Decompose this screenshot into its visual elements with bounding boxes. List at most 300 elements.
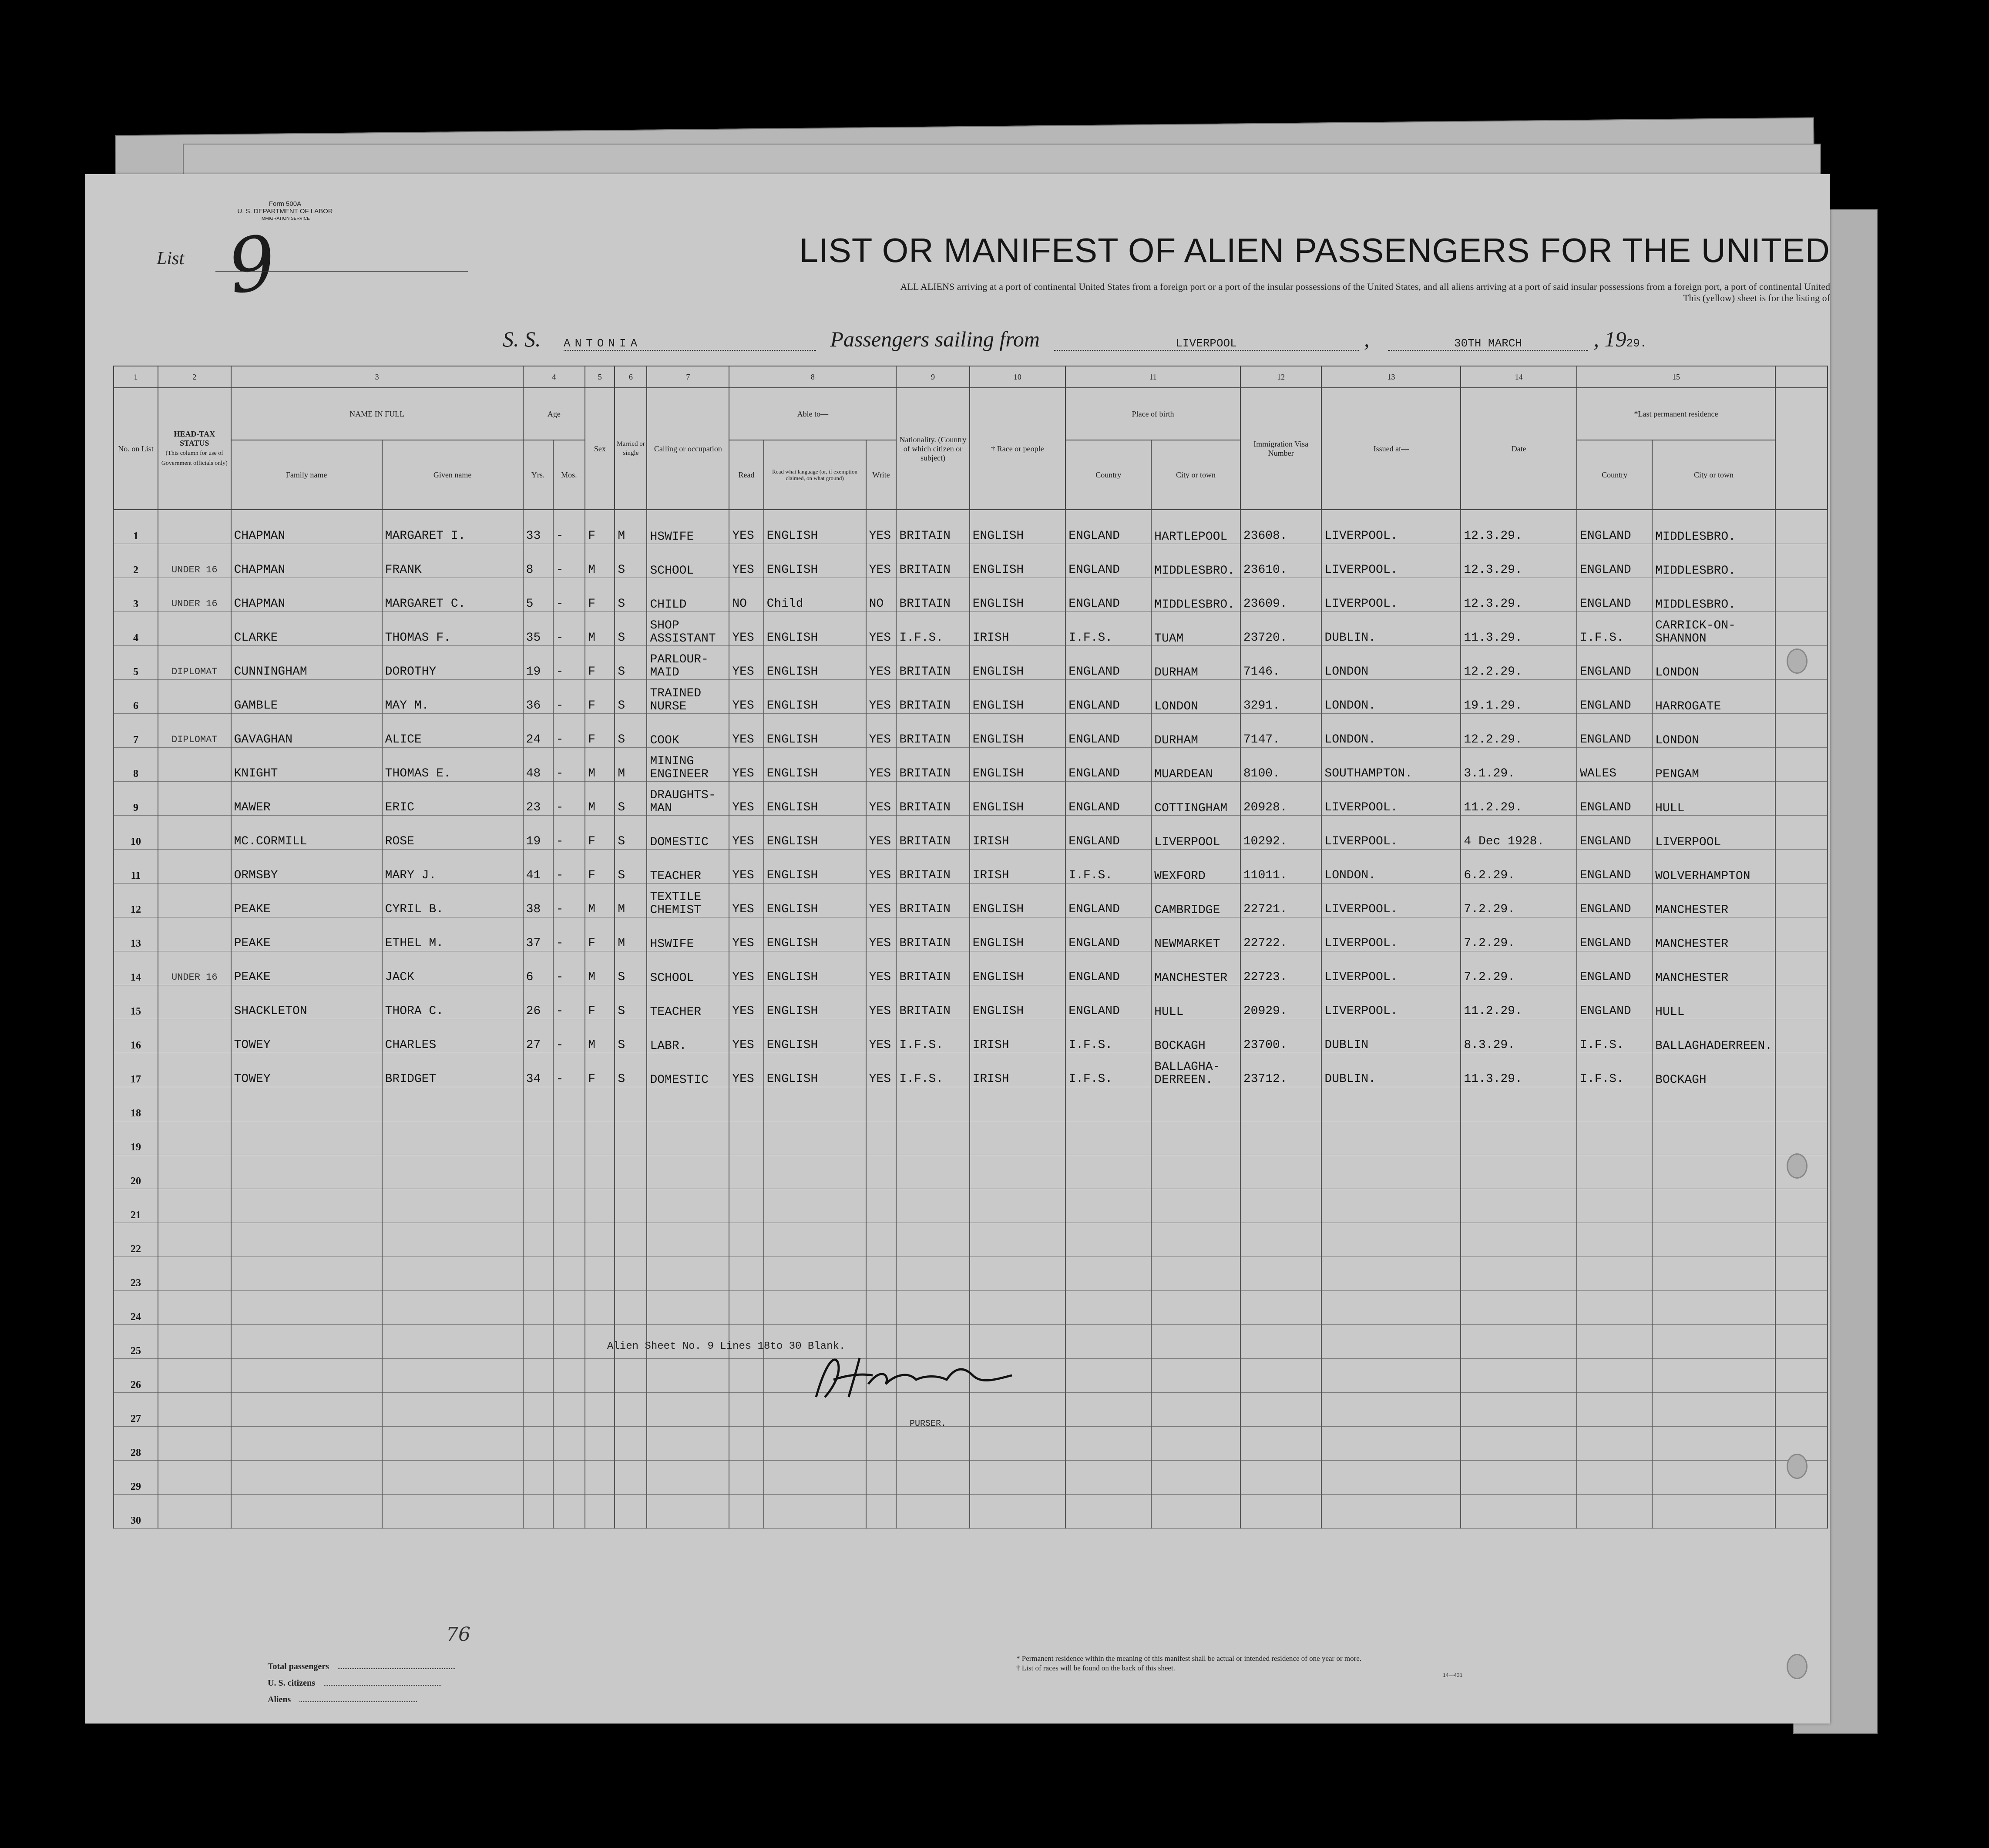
cell-ms: M — [615, 917, 647, 951]
cell-mos: - — [553, 680, 585, 714]
cell-empty — [896, 1087, 969, 1121]
cell-lang: ENGLISH — [764, 510, 866, 544]
colnum-1: 1 — [114, 366, 158, 388]
cell-empty — [382, 1495, 523, 1529]
cell-mos: - — [553, 951, 585, 985]
cell-mos: - — [553, 612, 585, 646]
cell-mos: - — [553, 1053, 585, 1087]
cell-read: YES — [729, 1053, 763, 1087]
cell-empty — [1775, 1393, 1828, 1427]
cell-empty — [1321, 1393, 1461, 1427]
cell-empty — [1577, 1223, 1652, 1257]
cell-empty — [1321, 1359, 1461, 1393]
cell-family: PEAKE — [231, 917, 382, 951]
cell-vdate: 6.2.29. — [1461, 850, 1577, 884]
cell-no: 20 — [114, 1155, 158, 1189]
cell-empty — [231, 1359, 382, 1393]
cell-rcountry: I.F.S. — [1577, 1053, 1652, 1087]
cell-mos: - — [553, 884, 585, 917]
cell-given: MARGARET C. — [382, 578, 523, 612]
table-row — [114, 612, 1828, 646]
cell-mos: - — [553, 714, 585, 748]
cell-bcountry: ENGLAND — [1065, 985, 1151, 1019]
cell-empty — [970, 1223, 1066, 1257]
cell-occ: SCHOOL — [647, 951, 729, 985]
cell-family: CHAPMAN — [231, 544, 382, 578]
cell-race: ENGLISH — [970, 510, 1066, 544]
cell-read: YES — [729, 782, 763, 816]
department-name: U. S. DEPARTMENT OF LABOR — [237, 208, 333, 215]
cell-empty — [1461, 1393, 1577, 1427]
cell-issued: LIVERPOOL. — [1321, 917, 1461, 951]
cell-empty — [647, 1155, 729, 1189]
cell-vdate: 11.2.29. — [1461, 985, 1577, 1019]
cell-empty — [764, 1223, 866, 1257]
table-row — [114, 951, 1828, 985]
cell-empty — [896, 1461, 969, 1495]
cell-empty — [382, 1427, 523, 1461]
cell-no: 2 — [114, 544, 158, 578]
colnum-5: 5 — [585, 366, 615, 388]
table-row — [114, 1019, 1828, 1053]
table-row — [114, 850, 1828, 884]
cell-empty — [585, 1359, 615, 1393]
cell-empty — [764, 1087, 866, 1121]
cell-occ: CHILD — [647, 578, 729, 612]
cell-vdate: 3.1.29. — [1461, 748, 1577, 782]
cell-read: YES — [729, 1019, 763, 1053]
list-underline — [215, 271, 468, 272]
cell-rcity: LIVERPOOL — [1652, 816, 1775, 850]
cell-empty — [647, 1291, 729, 1325]
manifest-sheet — [85, 174, 1830, 1724]
table-row — [114, 578, 1828, 612]
cell-empty — [1652, 1393, 1775, 1427]
cell-no: 4 — [114, 612, 158, 646]
cell-visa: 23610. — [1240, 544, 1322, 578]
cell-empty — [1577, 1325, 1652, 1359]
cell-blank — [1775, 544, 1828, 578]
cell-blank — [1775, 714, 1828, 748]
service-name: IMMIGRATION SERVICE — [260, 216, 310, 221]
cell-vdate: 7.2.29. — [1461, 884, 1577, 917]
cell-empty — [553, 1393, 585, 1427]
subtitle-line-1: ALL ALIENS arriving at a port of continental United States from a foreign port or a port of the insular possessions of the United States, and all aliens arriving at a port of said insular possessions from a foreign port, a port of continental United — [900, 281, 1830, 292]
cell-race: ENGLISH — [970, 714, 1066, 748]
cell-empty — [729, 1359, 763, 1393]
cell-mos: - — [553, 850, 585, 884]
cell-no: 14 — [114, 951, 158, 985]
cell-race: IRISH — [970, 1019, 1066, 1053]
manifest-table-wrap — [113, 366, 1828, 1606]
cell-write: YES — [866, 646, 897, 680]
cell-empty — [1321, 1189, 1461, 1223]
cell-write: YES — [866, 1053, 897, 1087]
cell-issued: LIVERPOOL. — [1321, 782, 1461, 816]
cell-race: IRISH — [970, 612, 1066, 646]
cell-empty — [1461, 1189, 1577, 1223]
header-nationality: Nationality. (Country of which citizen or subject) — [896, 388, 969, 510]
cell-write: NO — [866, 578, 897, 612]
cell-sex: M — [585, 544, 615, 578]
cell-empty — [970, 1155, 1066, 1189]
cell-empty — [382, 1359, 523, 1393]
cell-empty — [647, 1189, 729, 1223]
cell-empty — [729, 1155, 763, 1189]
cell-empty — [1577, 1461, 1652, 1495]
header-date: Date — [1461, 388, 1577, 510]
cell-empty — [553, 1461, 585, 1495]
cell-lang: ENGLISH — [764, 884, 866, 917]
cell-tax: UNDER 16 — [158, 544, 231, 578]
cell-sex: M — [585, 1019, 615, 1053]
cell-blank — [1775, 917, 1828, 951]
header-birth-city: City or town — [1151, 440, 1240, 510]
cell-family: PEAKE — [231, 951, 382, 985]
cell-empty — [382, 1121, 523, 1155]
colnum-2: 2 — [158, 366, 231, 388]
cell-empty — [866, 1189, 897, 1223]
cell-empty — [158, 1461, 231, 1495]
cell-empty — [1321, 1461, 1461, 1495]
table-row — [114, 782, 1828, 816]
cell-empty — [866, 1495, 897, 1529]
header-read-lang: Read what language (or, if exemption claimed, on what ground) — [764, 440, 866, 510]
cell-given: JACK — [382, 951, 523, 985]
cell-mos: - — [553, 748, 585, 782]
cell-bcountry: I.F.S. — [1065, 1053, 1151, 1087]
cell-empty — [553, 1121, 585, 1155]
header-yrs: Yrs. — [523, 440, 553, 510]
colnum-blank — [1775, 366, 1828, 388]
cell-empty — [585, 1291, 615, 1325]
cell-empty — [1652, 1461, 1775, 1495]
cell-given: BRIDGET — [382, 1053, 523, 1087]
colnum-12: 12 — [1240, 366, 1322, 388]
cell-empty — [1577, 1359, 1652, 1393]
cell-sex: F — [585, 646, 615, 680]
cell-bcity: DURHAM — [1151, 646, 1240, 680]
cell-empty — [1065, 1325, 1151, 1359]
cell-write: YES — [866, 850, 897, 884]
cell-given: FRANK — [382, 544, 523, 578]
cell-visa: 22721. — [1240, 884, 1322, 917]
cell-empty — [1321, 1223, 1461, 1257]
cell-write: YES — [866, 544, 897, 578]
cell-family: PEAKE — [231, 884, 382, 917]
cell-empty — [382, 1325, 523, 1359]
cell-visa: 10292. — [1240, 816, 1322, 850]
cell-issued: LIVERPOOL. — [1321, 951, 1461, 985]
cell-issued: LONDON — [1321, 646, 1461, 680]
cell-empty — [647, 1359, 729, 1393]
cell-tax — [158, 917, 231, 951]
cell-empty — [1461, 1121, 1577, 1155]
cell-bcity: TUAM — [1151, 612, 1240, 646]
handwritten-76: 76 — [446, 1623, 470, 1646]
cell-empty — [896, 1291, 969, 1325]
cell-empty — [1065, 1223, 1151, 1257]
cell-race: IRISH — [970, 816, 1066, 850]
cell-empty — [1151, 1461, 1240, 1495]
cell-issued: LIVERPOOL. — [1321, 578, 1461, 612]
cell-rcountry: ENGLAND — [1577, 782, 1652, 816]
cell-ms: M — [615, 510, 647, 544]
cell-visa: 8100. — [1240, 748, 1322, 782]
cell-race: ENGLISH — [970, 917, 1066, 951]
cell-empty — [647, 1393, 729, 1427]
cell-empty — [231, 1189, 382, 1223]
cell-empty — [647, 1461, 729, 1495]
cell-empty — [585, 1087, 615, 1121]
cell-empty — [523, 1427, 553, 1461]
cell-occ: COOK — [647, 714, 729, 748]
cell-empty — [1240, 1223, 1322, 1257]
cell-empty — [866, 1291, 897, 1325]
cell-bcountry: ENGLAND — [1065, 680, 1151, 714]
cell-empty — [1775, 1359, 1828, 1393]
cell-empty — [896, 1223, 969, 1257]
cell-empty — [866, 1121, 897, 1155]
cell-no: 19 — [114, 1121, 158, 1155]
cell-empty — [615, 1155, 647, 1189]
cell-rcity: HARROGATE — [1652, 680, 1775, 714]
cell-empty — [1151, 1087, 1240, 1121]
binder-hole-3 — [1787, 1454, 1808, 1479]
cell-empty — [615, 1461, 647, 1495]
cell-occ: TEACHER — [647, 850, 729, 884]
cell-empty — [896, 1189, 969, 1223]
cell-empty — [158, 1257, 231, 1291]
cell-read: YES — [729, 951, 763, 985]
cell-ms: M — [615, 884, 647, 917]
table-row-blank — [114, 1087, 1828, 1121]
cell-empty — [158, 1359, 231, 1393]
cell-given: MARGARET I. — [382, 510, 523, 544]
cell-empty — [1775, 1189, 1828, 1223]
cell-issued: DUBLIN — [1321, 1019, 1461, 1053]
cell-empty — [1652, 1121, 1775, 1155]
cell-empty — [1065, 1189, 1151, 1223]
cell-empty — [523, 1393, 553, 1427]
cell-lang: ENGLISH — [764, 680, 866, 714]
cell-no: 15 — [114, 985, 158, 1019]
colnum-10: 10 — [970, 366, 1066, 388]
alien-sheet-note: Alien Sheet No. 9 Lines 18to 30 Blank. — [607, 1341, 846, 1352]
cell-empty — [729, 1121, 763, 1155]
cell-read: YES — [729, 850, 763, 884]
purser-label: PURSER. — [910, 1419, 947, 1429]
total-passengers-label: Total passengers — [268, 1662, 329, 1671]
cell-ms: S — [615, 680, 647, 714]
cell-empty — [1652, 1427, 1775, 1461]
table-row-blank — [114, 1291, 1828, 1325]
cell-bcity: NEWMARKET — [1151, 917, 1240, 951]
colnum-6: 6 — [615, 366, 647, 388]
cell-rcity: BOCKAGH — [1652, 1053, 1775, 1087]
cell-ms: S — [615, 646, 647, 680]
cell-read: YES — [729, 917, 763, 951]
cell-empty — [523, 1257, 553, 1291]
cell-empty — [1461, 1223, 1577, 1257]
cell-yrs: 38 — [523, 884, 553, 917]
cell-empty — [523, 1495, 553, 1529]
cell-family: CLARKE — [231, 612, 382, 646]
cell-empty — [1240, 1291, 1322, 1325]
cell-empty — [1775, 1325, 1828, 1359]
cell-empty — [1240, 1121, 1322, 1155]
form-number: Form 500A — [269, 200, 302, 208]
cell-write: YES — [866, 782, 897, 816]
cell-empty — [1151, 1189, 1240, 1223]
cell-ms: S — [615, 816, 647, 850]
cell-rcity: CARRICK-ON-SHANNON — [1652, 612, 1775, 646]
cell-rcountry: I.F.S. — [1577, 1019, 1652, 1053]
cell-empty — [1151, 1291, 1240, 1325]
cell-lang: ENGLISH — [764, 917, 866, 951]
cell-bcity: HARTLEPOOL — [1151, 510, 1240, 544]
cell-visa: 23720. — [1240, 612, 1322, 646]
cell-race: ENGLISH — [970, 680, 1066, 714]
cell-empty — [764, 1155, 866, 1189]
table-row — [114, 544, 1828, 578]
cell-empty — [1065, 1393, 1151, 1427]
table-row-blank — [114, 1223, 1828, 1257]
cell-rcity: MIDDLESBRO. — [1652, 544, 1775, 578]
cell-empty — [1151, 1495, 1240, 1529]
cell-empty — [1577, 1291, 1652, 1325]
cell-lang: ENGLISH — [764, 985, 866, 1019]
cell-empty — [553, 1155, 585, 1189]
cell-empty — [1461, 1087, 1577, 1121]
header-given-name: Given name — [382, 440, 523, 510]
cell-no: 24 — [114, 1291, 158, 1325]
cell-write: YES — [866, 917, 897, 951]
departure-port: LIVERPOOL — [1054, 337, 1359, 351]
cell-issued: LIVERPOOL. — [1321, 884, 1461, 917]
cell-rcountry: ENGLAND — [1577, 510, 1652, 544]
cell-empty — [1240, 1257, 1322, 1291]
cell-no: 27 — [114, 1393, 158, 1427]
cell-visa: 20928. — [1240, 782, 1322, 816]
header-write: Write — [866, 440, 897, 510]
cell-no: 12 — [114, 884, 158, 917]
cell-empty — [647, 1087, 729, 1121]
cell-tax — [158, 985, 231, 1019]
cell-ms: S — [615, 1019, 647, 1053]
cell-family: KNIGHT — [231, 748, 382, 782]
cell-empty — [764, 1121, 866, 1155]
cell-empty — [585, 1223, 615, 1257]
cell-yrs: 35 — [523, 612, 553, 646]
colnum-7: 7 — [647, 366, 729, 388]
cell-nat: BRITAIN — [896, 985, 969, 1019]
cell-yrs: 41 — [523, 850, 553, 884]
cell-given: DOROTHY — [382, 646, 523, 680]
cell-issued: DUBLIN. — [1321, 1053, 1461, 1087]
cell-vdate: 11.3.29. — [1461, 612, 1577, 646]
cell-no: 29 — [114, 1461, 158, 1495]
cell-empty — [1577, 1155, 1652, 1189]
cell-yrs: 34 — [523, 1053, 553, 1087]
header-place-of-birth: Place of birth — [1065, 388, 1240, 440]
cell-read: YES — [729, 985, 763, 1019]
table-row — [114, 816, 1828, 850]
cell-nat: I.F.S. — [896, 1053, 969, 1087]
cell-yrs: 37 — [523, 917, 553, 951]
cell-issued: LONDON. — [1321, 714, 1461, 748]
cell-given: MAY M. — [382, 680, 523, 714]
cell-empty — [615, 1189, 647, 1223]
form-info — [189, 200, 381, 222]
cell-rcountry: I.F.S. — [1577, 612, 1652, 646]
cell-empty — [970, 1461, 1066, 1495]
cell-mos: - — [553, 510, 585, 544]
cell-empty — [158, 1155, 231, 1189]
cell-sex: F — [585, 816, 615, 850]
cell-blank — [1775, 850, 1828, 884]
cell-issued: LIVERPOOL. — [1321, 510, 1461, 544]
cell-occ: DOMESTIC — [647, 1053, 729, 1087]
aliens-label: Aliens — [268, 1695, 291, 1704]
cell-empty — [1065, 1257, 1151, 1291]
cell-race: ENGLISH — [970, 544, 1066, 578]
cell-tax — [158, 884, 231, 917]
cell-mos: - — [553, 917, 585, 951]
cell-lang: ENGLISH — [764, 544, 866, 578]
cell-bcity: BALLAGHA-DERREEN. — [1151, 1053, 1240, 1087]
cell-rcountry: ENGLAND — [1577, 578, 1652, 612]
cell-no: 6 — [114, 680, 158, 714]
cell-nat: BRITAIN — [896, 510, 969, 544]
header-head-tax — [158, 388, 231, 510]
table-row-blank — [114, 1189, 1828, 1223]
cell-empty — [1065, 1427, 1151, 1461]
cell-sex: M — [585, 612, 615, 646]
cell-race: ENGLISH — [970, 985, 1066, 1019]
cell-empty — [1461, 1495, 1577, 1529]
cell-lang: ENGLISH — [764, 748, 866, 782]
cell-race: IRISH — [970, 1053, 1066, 1087]
cell-nat: BRITAIN — [896, 714, 969, 748]
cell-nat: BRITAIN — [896, 680, 969, 714]
cell-empty — [764, 1291, 866, 1325]
cell-bcountry: I.F.S. — [1065, 850, 1151, 884]
cell-yrs: 19 — [523, 646, 553, 680]
cell-empty — [1775, 1087, 1828, 1121]
cell-family: CHAPMAN — [231, 510, 382, 544]
cell-no: 10 — [114, 816, 158, 850]
cell-empty — [615, 1393, 647, 1427]
cell-empty — [1151, 1325, 1240, 1359]
cell-nat: BRITAIN — [896, 951, 969, 985]
header-visa: Immigration Visa Number — [1240, 388, 1322, 510]
header-family-name: Family name — [231, 440, 382, 510]
cell-empty — [1065, 1087, 1151, 1121]
colnum-13: 13 — [1321, 366, 1461, 388]
cell-yrs: 23 — [523, 782, 553, 816]
colnum-8: 8 — [729, 366, 896, 388]
cell-blank — [1775, 884, 1828, 917]
cell-empty — [553, 1359, 585, 1393]
cell-bcity: MIDDLESBRO. — [1151, 544, 1240, 578]
cell-bcity: COTTINGHAM — [1151, 782, 1240, 816]
cell-read: YES — [729, 816, 763, 850]
cell-empty — [1240, 1325, 1322, 1359]
cell-issued: DUBLIN. — [1321, 612, 1461, 646]
cell-sex: F — [585, 985, 615, 1019]
cell-yrs: 5 — [523, 578, 553, 612]
